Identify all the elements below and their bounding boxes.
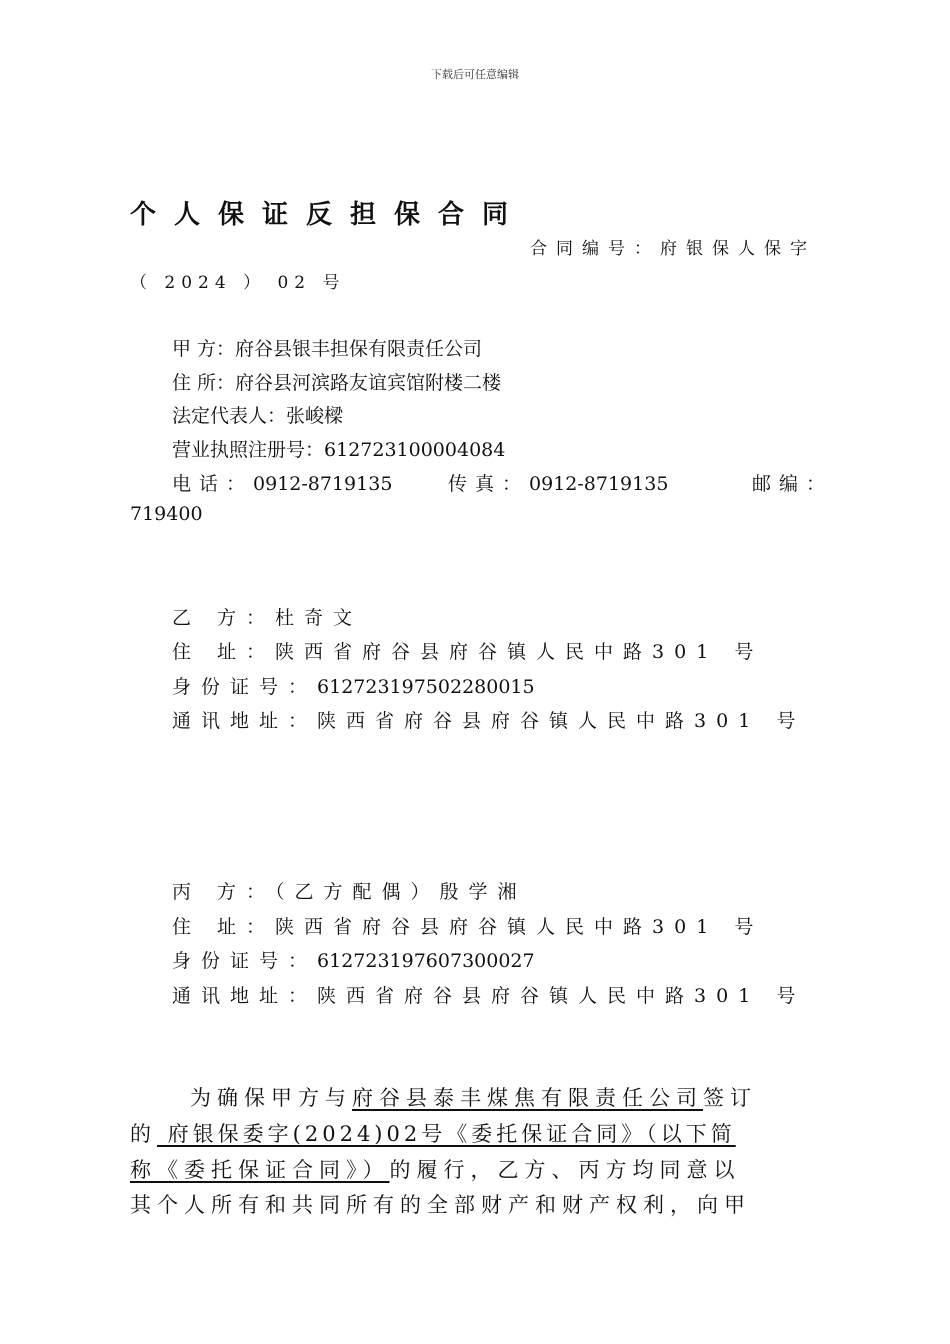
party-c-mail-row [172,981,805,1008]
party-b-id-row [172,672,535,699]
party-a-address-label: 住 所： [172,372,236,394]
party-a-fax-label: 传真： [448,473,530,495]
party-c-address-label: 住 址： [172,916,276,938]
party-b-name: 杜奇文 [275,607,363,629]
party-c-mail: 陕西省府谷县府谷镇人民中路301 号 [317,985,806,1007]
party-a-phone-row [172,469,392,496]
header-note: 下载后可任意编辑 [431,68,519,81]
contract-number-line1: 合同编号：府银保人保字 [530,239,816,259]
party-c-id-row [172,946,535,973]
body-line-3-rest: 的履行，乙方、丙方均同意以 [389,1158,741,1182]
body-line-1-start: 为确保甲方与 [190,1086,352,1110]
party-a-license-label: 营业执照注册号： [172,439,325,461]
document-title: 个人保证反担保合同 [130,200,527,230]
party-b-mail-row [172,706,805,733]
party-c-name: （乙方配偶）殷学湘 [275,881,527,903]
party-c-mail-label: 通讯地址： [172,985,318,1007]
body-line-2 [130,1118,825,1148]
body-contract-abbrev: 称《委托保证合同》） [130,1158,390,1182]
party-a-name-row [172,334,482,361]
body-line-1-sign: 签订 [703,1086,757,1110]
contract-number-line2: （ 2024 ） 02 号 [130,273,346,293]
body-line-2-de: 的 [130,1122,157,1146]
party-a-legal-rep-row [172,401,343,428]
party-b-id: 612723197502280015 [317,676,535,698]
body-company-name: 府谷县泰丰煤焦有限责任公司 [352,1086,703,1110]
party-b-name-label: 乙 方： [172,607,276,629]
body-contract-ref: 府银保委字(2024)02号《委托保证合同》（以下简 [157,1122,736,1146]
party-a-license: 612723100004084 [324,439,506,461]
party-a-name-label: 甲 方： [172,338,236,360]
party-c-id-label: 身份证号： [172,950,318,972]
party-a-address: 府谷县河滨路友谊宾馆附楼二楼 [235,372,502,394]
party-b-mail-label: 通讯地址： [172,710,318,732]
party-b-address-label: 住 址： [172,641,276,663]
party-b-address-row [172,637,763,664]
party-b-id-label: 身份证号： [172,676,318,698]
party-c-id: 612723197607300027 [317,950,535,972]
party-b-name-row [172,603,362,630]
party-a-license-row [172,435,505,462]
party-a-postcode: 719400 [130,503,203,525]
party-a-fax-row [448,469,668,496]
party-a-fax: 0912-8719135 [529,473,669,495]
party-c-name-label: 丙 方： [172,881,276,903]
party-c-name-row [172,877,527,904]
body-line-1 [190,1082,826,1112]
party-c-address-row [172,912,763,939]
body-line-3 [130,1154,825,1184]
party-b-address: 陕西省府谷县府谷镇人民中路301 号 [275,641,764,663]
party-b-mail: 陕西省府谷县府谷镇人民中路301 号 [317,710,806,732]
party-a-legal-rep: 张峻樑 [286,405,344,427]
party-a-legal-rep-label: 法定代表人： [172,405,287,427]
party-a-address-row [172,368,501,395]
body-line-4: 其个人所有和共同所有的全部财产和财产权利，向甲 [130,1193,751,1217]
party-a-phone: 0912-8719135 [253,473,393,495]
party-a-postcode-label: 邮编： [752,473,834,495]
party-a-phone-label: 电话： [172,473,254,495]
party-a-name: 府谷县银丰担保有限责任公司 [235,338,483,360]
party-c-address: 陕西省府谷县府谷镇人民中路301 号 [275,916,764,938]
